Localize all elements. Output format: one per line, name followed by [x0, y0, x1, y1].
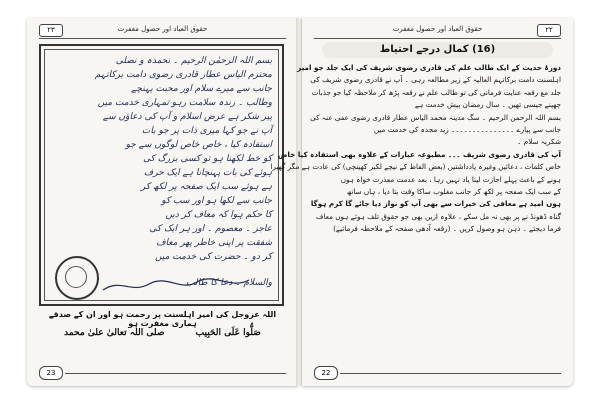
body-line: ہونے کے باعث پہلے اجازت لینا یاد نہیں رہا ، بعد عدمت معذرت خواہ ہوں: [340, 174, 561, 184]
section-heading: (16) کمال درجے احتیاط: [322, 42, 553, 58]
letter-line: کا حکم ہوا کہ معاف کر دیں: [165, 210, 272, 220]
letter-line: جانب سے لکھا ہو اور سب کو: [161, 196, 272, 206]
seal-stamp-icon: [55, 256, 99, 300]
left-header-page-chip: ۲۳: [39, 24, 63, 37]
letter-line: محترم الیاس عطار قادری رضوی دامت برکاتہم: [94, 70, 272, 80]
letter-line: استفادہ کیا ، خاص خاص لوگوں سے جو: [125, 140, 272, 150]
letter-line: کو خط لکھنا ہو تو کسی بزرگ کی: [143, 154, 272, 164]
left-footer-salawat: [39, 328, 286, 338]
letter-line: عاجز ۔ معصوم ۔ اور ہر ایک کی: [149, 224, 272, 234]
left-running-title: حقوق العباد اور حصول مغفرت: [117, 25, 208, 33]
left-page-header: [39, 24, 286, 39]
body-line: بسم اللہ الرحمن الرحیم ۔ سگ مدینہ محمد الیاس عطار قادری رضوی عفی عنہ کی: [310, 112, 561, 122]
letter-line: پیر شکر ہے عرض اسلام و آپ کی دعاؤں سے: [102, 112, 272, 122]
left-footer-prayer: اللہ عزوجل کی امیر اہلسنت پر رحمت ہو اور ان کے صدقے ہماری مغفرت ہو: [48, 310, 277, 328]
right-page-number: 22: [314, 366, 338, 380]
body-line: گناہ ڈھونڈ نے پر بھی نہ مل سکے ، علاوہ ازیں بھی جو حقوق تلف ہوئے ہوں معاف: [316, 211, 561, 221]
left-footer-rule: [65, 373, 286, 374]
body-line: جلد مع رقعہ عنایت فرمانی کی تو طالب علم نے رقعہ پڑھ کر ملاحظہ کیا جو جذبات: [311, 87, 561, 97]
letter-line: وطالب ۔ زندہ سلامت رہو تمہاری خدمت میں: [97, 98, 272, 108]
salawat-2: صلی اللہ تعالیٰ علیٰ محمد: [64, 328, 165, 338]
right-page-header: [314, 24, 561, 39]
letter-line: شفقت پر اپنی خاطر پھر معاف: [156, 238, 272, 248]
body-line: ہوں امید ہے معافی کی خیرات سے بھی آپ کو نواز دیا جائے گا کرم ہوگا: [310, 199, 561, 209]
letter-line: آپ نے جو کہا میری ذات پر جو بات: [141, 126, 272, 136]
handwritten-letter-frame: [39, 44, 284, 306]
body-line: چھپنے جیسی تھیں ۔ سال رمضان پیش خدمت ہے: [414, 100, 561, 110]
letter-line: بسم اللہ الرحمٰن الرحیم ۔ نحمدہ و نصلی: [115, 56, 272, 66]
right-body-text: [270, 62, 561, 236]
right-footer-rule: [340, 373, 561, 374]
left-page: [27, 18, 298, 386]
salawat-1: صَلُّوا عَلَی الحَبِیب: [195, 328, 261, 338]
letter-line: کر دو ۔ حضرت کی خدمت میں: [155, 252, 272, 262]
open-booklet: [27, 18, 573, 390]
right-running-title: حقوق العباد اور حصول مغفرت: [392, 25, 483, 33]
body-line: کے سب ایک صفحہ پر لکھ کر جانب مغلوب ساکا وقت بتا دیا ، ہاں ساتھ: [346, 187, 561, 197]
signature-scrawl-icon: [101, 276, 251, 296]
right-page: [270, 18, 573, 386]
body-line: شکریہ سلام ۔: [517, 137, 561, 147]
body-line: جانب سے پیارے ۔۔۔۔۔۔۔۔۔۔۔۔۔۔۔ زید مجدہ کی خدمت میں: [373, 125, 561, 135]
letter-line: جانب سے میرے سلام اور محبت پہنچے: [131, 84, 272, 94]
body-line: خاص کلمات ، دعائیں وغیرہ یادداشتیں (بعض الفاظ کے نیچے لکیر کھینچی) کی عادت ہے مگر گھبرا: [270, 162, 561, 172]
left-page-number: 23: [39, 366, 63, 380]
right-header-page-chip: ۲۲: [537, 24, 561, 37]
body-line: فرما دیجئے ۔ ذہن ہو وصول کریں ۔ (رقعہ آدھی صفحہ کے ملاحظہ فرمائیے): [333, 224, 561, 234]
letter-line: ہوئے کی بات پہنچانا ہے ایک حرف: [143, 168, 272, 178]
body-line: آپ کی قادری رضوی شریف ۔۔۔ مطبوعہ عبارات کے علاوہ بھی استفادہ کیا خاص: [277, 149, 561, 159]
letter-line: ہے ہوئے سب ایک صفحہ پر لکھ کر: [140, 182, 272, 192]
letter-line: والسلام ۔ دعا کا طالب: [186, 278, 272, 288]
body-line: اہلسنت دامت برکاتہم العالیہ کے زیر مطالعہ رہی ۔ آپ نے قادری رضوی شریف کی: [310, 75, 561, 85]
body-line: دورۂ حدیث کے ایک طالب علم کی قادری رضوی شریف کی ایک جلد جو امیر: [297, 63, 561, 72]
